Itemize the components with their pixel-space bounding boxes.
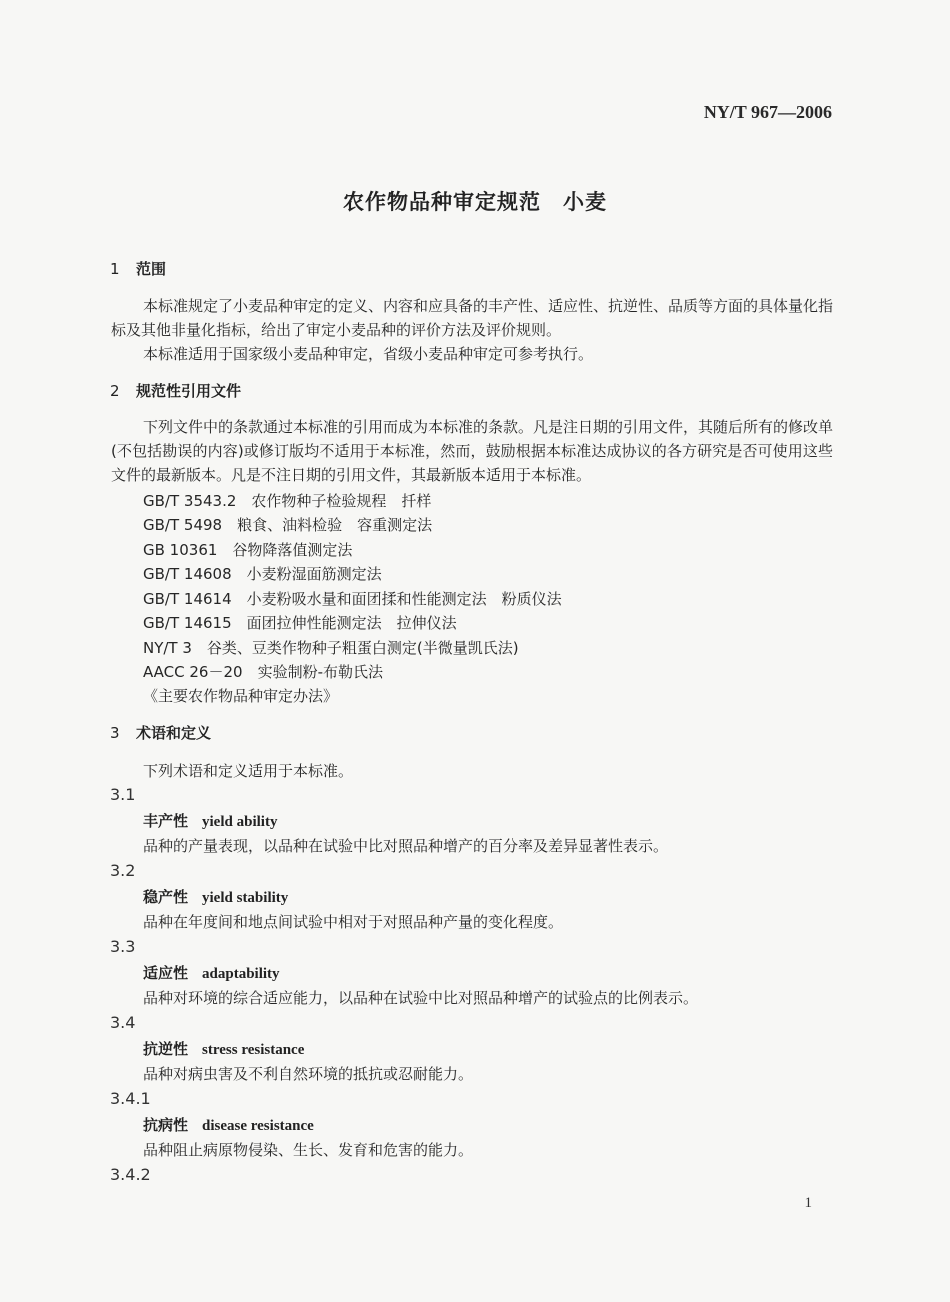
section-number: 3 [110,724,120,742]
reference-item: GB/T 14608 小麦粉湿面筋测定法 [143,565,382,583]
reference-item: 《主要农作物品种审定办法》 [143,687,339,705]
section-1-paragraph-1: 本标准规定了小麦品种审定的定义、内容和应具备的丰产性、适应性、抗逆性、品质等方面的具体量化指标及其他非量化指标，给出了审定小麦品种的评价方法及评价规则。 [111,297,834,339]
term-number: 3.2 [110,861,136,880]
document-title: 农作物品种审定规范 小麦 [343,190,607,214]
section-1-paragraph-2: 本标准适用于国家级小麦品种审定，省级小麦品种审定可参考执行。 [143,345,594,363]
reference-item: GB/T 14614 小麦粉吸水量和面团揉和性能测定法 粉质仪法 [143,590,562,608]
term-en: yield ability [202,814,278,830]
term-number: 3.1 [110,785,136,804]
term-definition: 品种对病虫害及不利自然环境的抵抗或忍耐能力。 [143,1065,474,1083]
term-definition: 品种对环境的综合适应能力，以品种在试验中比对照品种增产的试验点的比例表示。 [143,989,699,1007]
section-3-heading [110,722,211,743]
reference-item: GB/T 5498 粮食、油料检验 容重测定法 [143,516,433,534]
term-zh: 适应性 [143,964,189,982]
section-2-heading [110,380,241,401]
term-definition: 品种在年度间和地点间试验中相对于对照品种产量的变化程度。 [143,913,564,931]
page-number: 1 [804,1195,812,1211]
term-en: disease resistance [202,1118,314,1134]
term-heading [143,810,277,831]
reference-item: GB 10361 谷物降落值测定法 [143,541,353,559]
term-number: 3.4.1 [110,1089,151,1108]
term-definition: 品种的产量表现，以品种在试验中比对照品种增产的百分率及差异显著性表示。 [143,837,669,855]
term-heading [143,1038,304,1059]
section-title: 规范性引用文件 [136,382,242,400]
term-number: 3.3 [110,937,136,956]
term-number: 3.4.2 [110,1165,151,1184]
standard-code: NY/T 967—2006 [703,102,832,122]
reference-item: AACC 26－20 实验制粉-布勒氏法 [143,663,383,681]
term-en: yield stability [202,890,289,906]
term-heading [143,962,280,983]
section-number: 2 [110,382,120,400]
term-heading [143,886,288,907]
reference-item: GB/T 3543.2 农作物种子检验规程 扦样 [143,492,432,510]
term-zh: 抗病性 [143,1116,189,1134]
term-zh: 稳产性 [143,888,189,906]
term-en: stress resistance [202,1042,305,1058]
term-en: adaptability [202,966,280,982]
section-3-intro: 下列术语和定义适用于本标准。 [143,762,354,780]
section-title: 术语和定义 [136,724,212,742]
section-1-heading [110,258,166,279]
term-heading [143,1114,314,1135]
section-title: 范围 [136,260,167,278]
section-2-paragraph: 下列文件中的条款通过本标准的引用而成为本标准的条款。凡是注日期的引用文件，其随后所有的修改单(不包括勘误的内容)或修订版均不适用于本标准，然而，鼓励根据本标准达成协议的各方研究是否可使用这些文件的最新版本。凡是不注日期的引用文件，其最新版本适用于本标准。 [111,418,834,484]
term-number: 3.4 [110,1013,136,1032]
section-number: 1 [110,260,120,278]
term-zh: 丰产性 [143,812,189,830]
term-zh: 抗逆性 [143,1040,189,1058]
term-definition: 品种阻止病原物侵染、生长、发育和危害的能力。 [143,1141,474,1159]
reference-item: NY/T 3 谷类、豆类作物种子粗蛋白测定(半微量凯氏法) [143,639,519,657]
reference-item: GB/T 14615 面团拉伸性能测定法 拉伸仪法 [143,614,457,632]
